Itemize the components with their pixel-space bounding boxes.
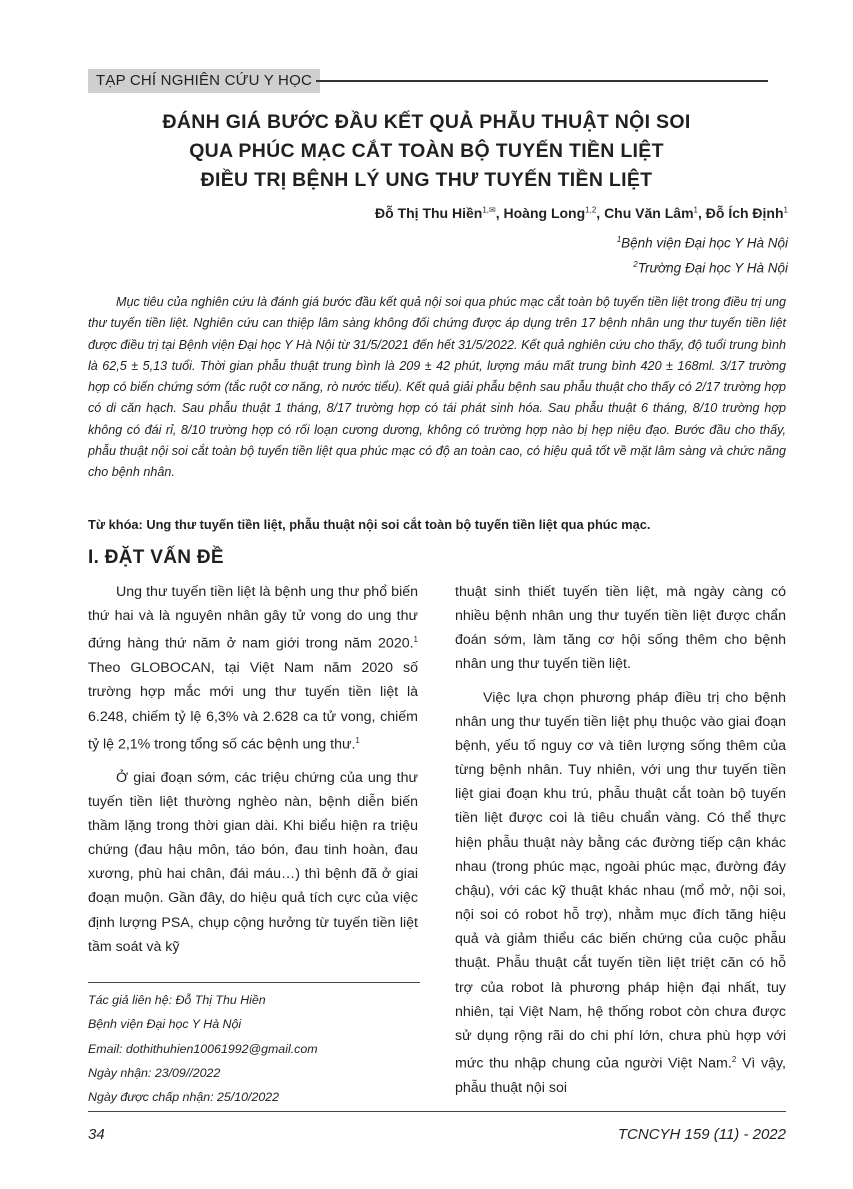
affiliation-sup: 1	[616, 235, 622, 244]
author-list: Đỗ Thị Thu Hiền$^{1,✉}$, Hoàng Long$^{1,2}$, Chu Văn Lâm$^1$, Đỗ Ích Định$^1$	[375, 205, 788, 221]
citation-ref: 1	[413, 635, 418, 645]
corresponding-affiliation: Bệnh viện Đại học Y Hà Nội	[88, 1017, 242, 1032]
body-paragraph: Ở giai đoạn sớm, các triệu chứng của ung thư tuyến tiền liệt thường nghèo nàn, bệnh diễn biến thầm lặng trong thời gian dài. Khi biểu hiện ra triệu chứng (đau hậu môn, táo bón, đau tinh hoàn, đau xương, phù hai chân, đái máu…) thì bệnh đã ở giai đoạn muộn. Gần đây, do hiệu quả tích cực của việc định lượng PSA, chụp cộng hưởng từ tuyến tiền liệt tầm soát và kỹ	[88, 769, 418, 955]
section-heading: I. ĐẶT VẤN ĐỀ	[88, 547, 224, 568]
affiliation-name: Bệnh viện Đại học Y Hà Nội	[621, 235, 788, 251]
body-paragraph	[88, 580, 418, 757]
author-sup: 1	[783, 205, 788, 215]
abstract	[88, 292, 786, 484]
citation-ref: 1	[355, 735, 360, 745]
citation-ref: 2	[731, 1054, 737, 1064]
author-sup: 1	[693, 205, 698, 215]
journal-issue: TCNCYH 159 (11) - 2022	[617, 1126, 786, 1143]
author-sup: 1,2	[585, 205, 597, 215]
paragraph-text: Việc lựa chọn phương pháp điều trị cho bệnh nhân ung thư tuyến tiền liệt phụ thuộc vào giai đoạn bệnh, yếu tố nguy cơ và tiên lượng sống thêm của từng bệnh nhân. Tuy nhiên, với ung thư tuyến tiền liệt giai đoạn khu trú, phẫu thuật cắt toàn bộ tuyến tiền liệt được coi là tiêu chuẩn vàng. Có thể thực hiện phẫu thuật này bằng các đường tiếp cận khác nhau (trong phúc mạc, ngoài phúc mạc, đường đáy chậu), với các kỹ thuật khác nhau (mổ mở, nội soi, nội soi có robot hỗ trợ), nhằm mục đích tăng hiệu quả và giảm thiểu các biến chứng của cuộc phẫu thuật. Phẫu thuật cắt tuyến tiền liệt triệt căn có hỗ trợ của robot là phương pháp hiện đại nhất, tuy nhiên, tại Việt Nam, hệ thống robot còn chưa được sử dụng rộng rãi do chi phí lớn, chưa phù hợp với mức thu nhập chung của người Việt Nam.	[455, 689, 786, 1072]
keywords: Từ khóa: Ung thư tuyến tiền liệt, phẫu thuật nội soi cắt toàn bộ tuyến tiền liệt qua phúc mạc.	[88, 517, 651, 532]
corresponding-email: Email: dothithuhien10061992@gmail.com	[88, 1041, 318, 1056]
author-name: Đỗ Ích Định	[705, 205, 784, 221]
title-line-2: QUA PHÚC MẠC CẮT TOÀN BỘ TUYẾN TIỀN LIỆT	[189, 140, 664, 162]
body-column-left	[88, 580, 418, 968]
title-line-3: ĐIỀU TRỊ BỆNH LÝ UNG THƯ TUYẾN TIỀN LIỆT	[200, 169, 653, 191]
body-paragraph: thuật sinh thiết tuyến tiền liệt, mà ngày càng có nhiều bệnh nhân ung thư tuyến tiền liệt được chẩn đoán sớm, làm tăng cơ hội sống thêm cho bệnh nhân ung thư tuyến tiền liệt.	[455, 584, 786, 673]
corresponding-author: Tác giả liên hệ: Đỗ Thị Thu Hiền	[88, 993, 266, 1007]
footnotes	[88, 988, 420, 1109]
body-column-right	[455, 580, 786, 1109]
footnote-divider	[88, 982, 420, 983]
affiliation-2	[633, 260, 788, 276]
abstract-text: Mục tiêu của nghiên cứu là đánh giá bước đầu kết quả nội soi qua phúc mạc cắt toàn bộ tuyến tiền liệt trong điều trị ung thư tuyến tiền liệt. Nghiên cứu can thiệp lâm sàng không đối chứng được áp dụng trên 17 bệnh nhân ung thư tuyến tiền liệt được điều trị tại Bệnh viện Đại học Y Hà Nội từ 31/5/2021 đến hết 31/5/2022. Kết quả nghiên cứu cho thấy, độ tuổi trung bình là 62,5 ± 5,13 tuổi. Thời gian phẫu thuật trung bình là 209 ± 42 phút, lượng máu mất trung bình 420 ± 168ml. 3/17 trường hợp có biến chứng sớm (tắc ruột cơ năng, rò nước tiểu). Kết quả giải phẫu bệnh sau phẫu thuật cho thấy có 2/17 trường hợp có di căn hạch. Sau phẫu thuật 1 tháng, 8/17 trường hợp có tái phát sinh hóa. Sau phẫu thuật 6 tháng, 8/10 trường hợp không có đái rỉ, 8/10 trường hợp có rối loạn cương dương, không có trường hợp nào bị hẹp niệu đạo. Bước đầu cho thấy, phẫu thuật nội soi cắt toàn bộ tuyến tiền liệt qua phúc mạc có độ an toàn cao, có hiệu quả tốt về mặt lâm sàng và chức năng cho bệnh nhân.	[88, 295, 786, 480]
accepted-date: Ngày được chấp nhận: 25/10/2022	[88, 1090, 280, 1105]
author-name: Hoàng Long	[503, 205, 586, 221]
article-title	[60, 108, 793, 195]
paragraph-text: Ung thư tuyến tiền liệt là bệnh ung thư phổ biến thứ hai và là nguyên nhân gây tử vong do ung thư đứng hàng thứ năm ở nam giới trong năm 2020.	[88, 584, 418, 653]
author-name: Chu Văn Lâm	[604, 205, 694, 221]
author-name: Đỗ Thị Thu Hiền	[375, 205, 483, 221]
affiliation-sup: 2	[633, 260, 638, 269]
paragraph-text: Theo GLOBOCAN, tại Việt Nam năm 2020 số trường hợp mắc mới ung thư tuyến tiền liệt là 6.248, chiếm tỷ lệ 6,3% và 2.628 ca tử vong, chiếm tỷ lệ 2,1% trong tổng số các bệnh ung thư.	[88, 660, 418, 753]
body-paragraph	[455, 686, 786, 1100]
paragraph-text: Vì vậy, phẫu thuật nội soi	[455, 1055, 786, 1096]
affiliation-name: Trường Đại học Y Hà Nội	[637, 260, 788, 276]
footer-rule	[88, 1111, 786, 1112]
affiliation-1	[617, 235, 788, 251]
title-line-1: ĐÁNH GIÁ BƯỚC ĐẦU KẾT QUẢ PHẪU THUẬT NỘI SOI	[162, 111, 691, 133]
author-sup: 1,✉	[482, 205, 496, 215]
journal-name-tag: TẠP CHÍ NGHIÊN CỨU Y HỌC	[88, 69, 320, 93]
page-number: 34	[88, 1126, 105, 1143]
header-rule	[316, 80, 768, 82]
journal-header	[88, 69, 768, 93]
received-date: Ngày nhận: 23/09//2022	[88, 1065, 221, 1080]
